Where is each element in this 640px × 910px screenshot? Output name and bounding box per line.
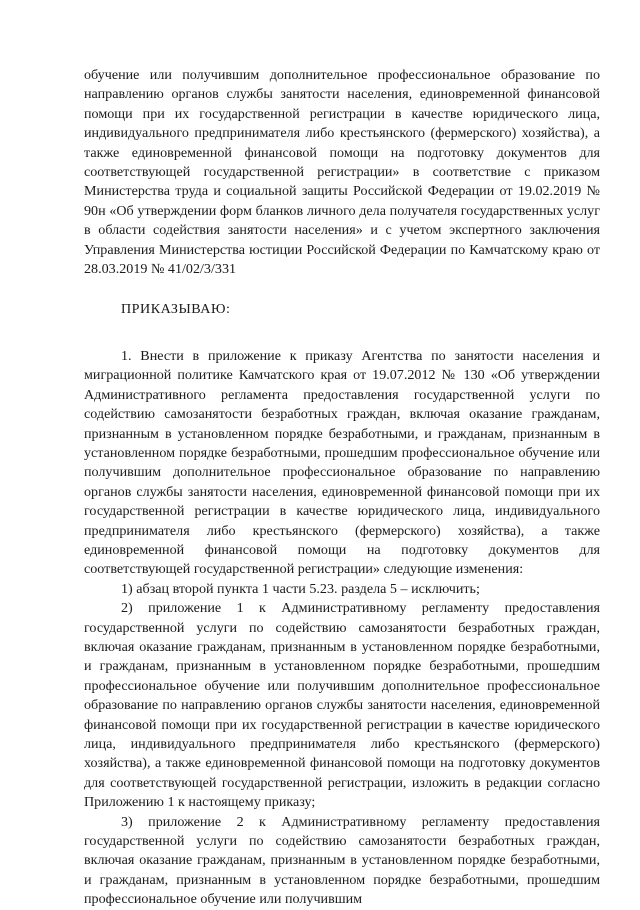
sub-item-1-paragraph: 1) абзац второй пункта 1 части 5.23. раздела 5 – исключить; [121,580,480,597]
sub-item-3-paragraph: 3) приложение 2 к Административному регламенту предоставления государственной услуги по содействию самозанятости безработных граждан, включая оказание гражданам, признанным в установленном порядке безработными, и гражданам, признанным в установленном порядке безработными, прошедшим профессиональное обучение или получившим [84,813,600,908]
order-heading: ПРИКАЗЫВАЮ: [121,301,231,318]
sub-item-2-paragraph: 2) приложение 1 к Административному регламенту предоставления государственной услуги по содействию самозанятости безработных граждан, включая оказание гражданам, признанным в установленном порядке безработными, и гражданам, признанным в установленном порядке безработными, прошедшим профессиональное обучение или получившим дополнительное профессиональное образование по направлению органов службы занятости населения, единовременной финансовой помощи при их государственной регистрации в качестве юридического лица, индивидуального предпринимателя либо крестьянского (фермерского) хозяйства), а также единовременной финансовой помощи на подготовку документов для соответствующей государственной регистрации, изложить в редакции согласно Приложению 1 к настоящему приказу; [84,600,600,811]
intro-paragraph: обучение или получившим дополнительное профессиональное образование по направлению органов службы занятости населения, единовременной финансовой помощи при их государственной регистрации в качестве юридического лица, индивидуального предпринимателя либо крестьянского (фермерского) хозяйства), а также единовременной финансовой помощи на подготовку документов для соответствующей государственной регистрации» в соответствие с приказом Министерства труда и социальной защиты Российской Федерации от 19.02.2019 № 90н «Об утверждении форм бланков личного дела получателя государственных услуг в области содействия занятости населения» и с учетом экспертного заключения Управления Министерства юстиции Российской Федерации по Камчатскому краю от 28.03.2019 № 41/02/3/331 [84,67,600,278]
item-1-paragraph: 1. Внести в приложение к приказу Агентства по занятости населения и миграционной политике Камчатского края от 19.07.2012 № 130 «Об утверждении Административного регламента предоставления государственной услуги по содействию самозанятости безработных граждан, включая оказание гражданам, признанным в установленном порядке безработными, и гражданам, признанным в установленном порядке безработными, прошедшим профессиональное обучение или получившим дополнительное профессиональное образование по направлению органов службы занятости населения, единовременной финансовой помощи при их государственной регистрации в качестве юридического лица, индивидуального предпринимателя либо крестьянского (фермерского) хозяйства), а также единовременной финансовой помощи на подготовку документов для соответствующей государственной регистрации» следующие изменения: [84,347,600,578]
